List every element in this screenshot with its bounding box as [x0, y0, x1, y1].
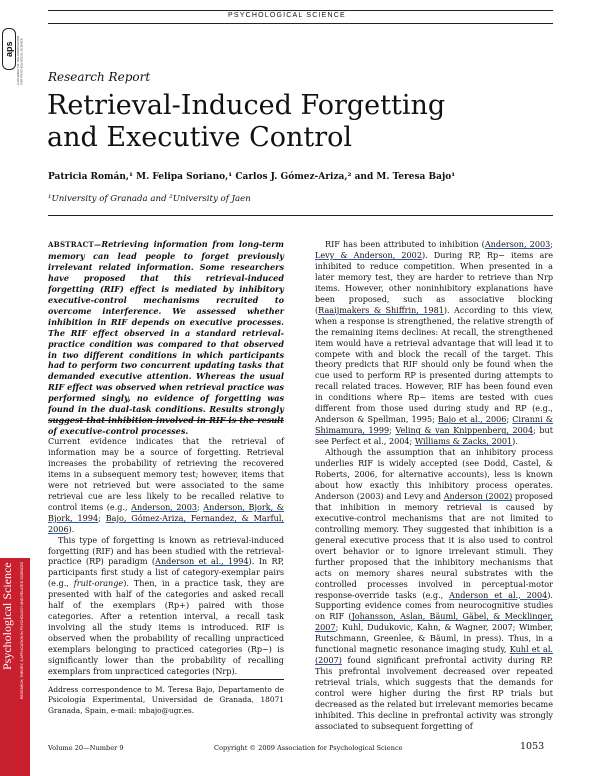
citation-link[interactable]: Johansson, Aslan, Bäuml, Gäbel, & Mecklinger, 2007: [315, 611, 553, 633]
section-label: Research Report: [48, 70, 151, 84]
citation-link[interactable]: Ciranni & Shimamura, 1999: [315, 414, 553, 436]
page-number: 1053: [520, 741, 545, 752]
citation-link[interactable]: Anderson et al., 1994: [155, 556, 249, 567]
citation-link[interactable]: Bajo et al., 2006: [437, 414, 507, 425]
paragraph: RIF has been attributed to inhibition (Anderson, 2003; Levy & Anderson, 2002). During RP, Rp− items are inhibited to reduce competition. When presented in a later memory test, they are harder to retrieve than Nrp items. However, other noninhibitory explanations have been proposed, such as associative blocking (Raaijmakers & Shiffrin, 1981). According to this view, when a response is strengthened, the relative strength of the remaining items declines: At recall, the strengthened item would have a retrieval advantage that will lead it to compete with and block the recall of the target. This theory predicts that RIF should only be found when the cue used to perform RP is presented during attempts to recall related traces. However, RIF has been found even in conditions where Rp− items are tested with cues different from those used during study and RP (e.g., Anderson & Spellman, 1995; Bajo et al., 2006; Ciranni & Shimamura, 1999; Veling & van Knippenberg, 2004; but see Perfect et al., 2004; Williams & Zacks, 2001).: [315, 239, 553, 447]
title-line-2: and Executive Control: [47, 122, 353, 153]
citation-link[interactable]: Bajo, Gómez-Ariza, Fernandez, & Marful, 2006: [48, 512, 284, 534]
volume-number: Volume 20—Number 9: [48, 744, 124, 752]
citation-link[interactable]: Anderson (2002): [443, 490, 513, 501]
author-list: Patricia Román,¹ M. Felipa Soriano,¹ Carlos J. Gómez-Ariza,² and M. Teresa Bajo¹: [48, 172, 456, 182]
affiliation-rule: [48, 215, 553, 216]
citation-link[interactable]: Kuhl et al. (2007): [315, 644, 553, 666]
header-rule-top: [48, 10, 553, 11]
citation-link[interactable]: Anderson, Bjork, & Bjork, 1994: [48, 501, 284, 523]
sidebar-journal-subtitle: RESEARCH, THEORY, & APPLICATION IN PSYCHOLOGY AND RELATED SCIENCES: [20, 562, 24, 700]
abstract-text: Retrieving information from long-term memory can lead people to forget previously irrelevant related information. Some researchers have proposed that this retrieval-induced forgetting (RIF) effect is mediated by inhibitory executive-control mechanisms recruited to overcome interference. We assessed whether inhibition in RIF depends on executive processes. The RIF effect observed in a standard retrieval-practice condition was compared to that observed in two different conditions in which participants had to perform two concurrent updating tasks that demanded executive attention. Whereas the usual RIF effect was observed when retrieval practice was performed singly, no evidence of forgetting was found in the dual-task conditions. Results strongly suggest that inhibition involved in RIF is the result of executive-control processes.: [48, 239, 284, 437]
correspondence-address: Address correspondence to M. Teresa Bajo, Departamento de Psicología Experimental, Universidad de Granada, 18071 Granada, Spain, e-mail: mbajo@ugr.es.: [48, 685, 284, 715]
citation-link[interactable]: Anderson et al., 2004: [449, 589, 548, 600]
citation-link[interactable]: Anderson, 2003: [131, 501, 198, 512]
paragraph: Current evidence indicates that the retrieval of information may be a source of forgetting. Retrieval increases the probability of retrieving the recovered items in a subsequent memory test; however, items that were not retrieved but were associated to the same retrieval cue are less likely to be recalled relative to control items (e.g., Anderson, 2003; Anderson, Bjork, & Bjork, 1994; Bajo, Gómez-Ariza, Fernandez, & Marful, 2006).: [48, 436, 284, 534]
abstract-label: ABSTRACT—: [48, 240, 102, 249]
sidebar-journal-title: Psychological Science: [0, 562, 14, 670]
footnote-rule: [48, 679, 284, 680]
paragraph: Although the assumption that an inhibitory process underlies RIF is widely accepted (see Dodd, Castel, & Roberts, 2006, for alternative accounts), less is known about how exactly this inhibitory process operates. Anderson (2003) and Levy and Anderson (2002) proposed that inhibition in memory retrieval is caused by executive-control mechanisms that are not limited to controlling memory. They suggested that inhibition is a general executive process that it is also used to control overt behavior or to ignore irrelevant stimuli. They further proposed that the inhibitory mechanisms that acts on memory shares neural substrates with the controlled processes involved in perceptual-motor response-override tasks (e.g., Anderson et al., 2004). Supporting evidence comes from neurocognitive studies on RIF (Johansson, Aslan, Bäuml, Gäbel, & Mecklinger, 2007; Kuhl, Dudukovic, Kahn, & Wagner, 2007; Wimber, Rutschmann, Greenlee, & Bäuml, in press). Thus, in a functional magnetic resonance imaging study, Kuhl et al. (2007) found significant prefrontal activity during RP. This prefrontal involvement decreased over repeated retrieval trials, which suggests that the demands for control were higher during the first RP trials but decreased as the related but irrelevant memories became inhibited. This decline in prefrontal activity was strongly associated to subsequent forgetting of: [315, 447, 554, 731]
title-line-1: Retrieval-Induced Forgetting: [47, 90, 446, 121]
left-column: [48, 436, 284, 677]
example-term: fruit-orange: [73, 578, 124, 589]
abstract-rule: [48, 420, 284, 421]
right-column: [315, 239, 553, 732]
citation-link[interactable]: Anderson, 2003: [484, 239, 551, 249]
journal-sidebar-band: [0, 558, 30, 776]
citation-link[interactable]: Raaijmakers & Shiffrin, 1981: [318, 304, 444, 315]
aps-logo-subtext: A JOURNAL OF THE ASSOCIATION FOR PSYCHOLOGICAL SCIENCE: [16, 35, 24, 85]
aps-logo: aps: [2, 28, 16, 70]
journal-name: PSYCHOLOGICAL SCIENCE: [228, 12, 346, 19]
paragraph: This type of forgetting is known as retrieval-induced forgetting (RIF) and has been studied with the retrieval-practice (RP) paradigm (Anderson et al., 1994). In RP, participants first study a list of category-exemplar pairs (e.g., fruit-orange). Then, in a practice task, they are presented with half of the categories and asked recall half of the exemplars (Rp+) paired with those categories. After a retention interval, a recall task involving all the study items is introduced. RIF is observed when the probability of recalling unpracticed exemplars belonging to practiced categories (Rp−) is significantly lower than the probability of recalling exemplars from unpracticed categories (Nrp).: [48, 534, 284, 677]
citation-link[interactable]: Veling & van Knippenberg, 2004: [395, 425, 534, 436]
header-rule-bottom: [48, 23, 553, 24]
copyright: Copyright © 2009 Association for Psychological Science: [214, 744, 403, 752]
citation-link[interactable]: Levy & Anderson, 2002: [315, 249, 422, 260]
citation-link[interactable]: Williams & Zacks, 2001: [414, 436, 513, 447]
article-title: [47, 90, 552, 154]
abstract: [48, 239, 284, 437]
affiliations: ¹University of Granada and ²University of Jaen: [48, 194, 251, 204]
